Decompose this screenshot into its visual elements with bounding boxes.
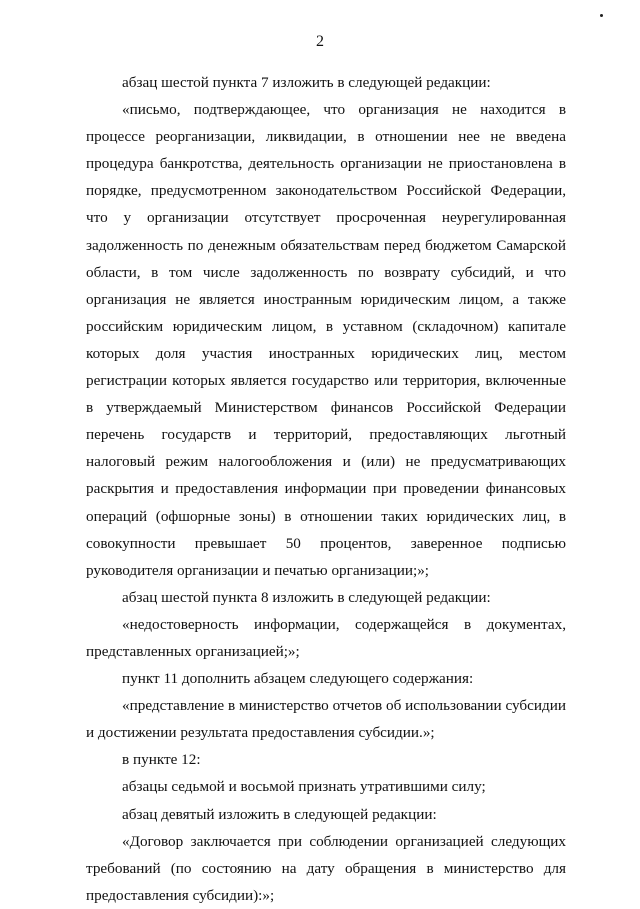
- paragraph-6: «представление в министерство отчетов об использовании субсидии и достижении результата предоставления субсидии.»;: [86, 697, 566, 742]
- document-body: [86, 69, 566, 909]
- page-number: 2: [316, 33, 324, 50]
- paragraph-5: пункт 11 дополнить абзацем следующего содержания:: [122, 670, 474, 688]
- paragraph-10: «Договор заключается при соблюдении организацией следующих требований (по состоянию на дату обращения в министерство для предоставления субсидии):»;: [86, 832, 566, 904]
- paragraph-2: «письмо, подтверждающее, что организация не находится в процессе реорганизации, ликвидации, в отношении нее не введена процедура банкротства, деятельность организации не приостановлена в порядке, предусмотренном законодательством Российской Федерации, что у организации отсутствует просроченная неурегулированная задолженность по денежным обязательствам перед бюджетом Самарской области, в том числе задолженность по возврату субсидий, и что организация не является иностранным юридическим лицом, а также российским юридическим лицом, в уставном (складочном) капитале которых доля участия иностранных юридических лиц, местом регистрации которых является государство или территория, включенные в утверждаемый Министерством финансов Российской Федерации перечень государств и территорий, предоставляющих льготный налоговый режим налогообложения и (или) не предусматривающих раскрытия и предоставления информации при проведении финансовых операций (офшорные зоны) в отношении таких юридических лиц, в совокупности превышает 50 процентов, заверенное подписью руководителя организации и печатью организации;»;: [86, 101, 566, 579]
- paragraph-3: абзац шестой пункта 8 изложить в следующей редакции:: [122, 588, 491, 606]
- paragraph-1: абзац шестой пункта 7 изложить в следующей редакции:: [122, 74, 491, 91]
- paragraph-7: в пункте 12:: [122, 751, 201, 769]
- paragraph-4: «недостоверность информации, содержащейся в документах, представленных организацией;»;: [86, 615, 566, 660]
- paragraph-8: абзацы седьмой и восьмой признать утратившими силу;: [122, 778, 486, 796]
- scan-speck: [600, 14, 603, 17]
- paragraph-9: абзац девятый изложить в следующей редакции:: [122, 805, 437, 823]
